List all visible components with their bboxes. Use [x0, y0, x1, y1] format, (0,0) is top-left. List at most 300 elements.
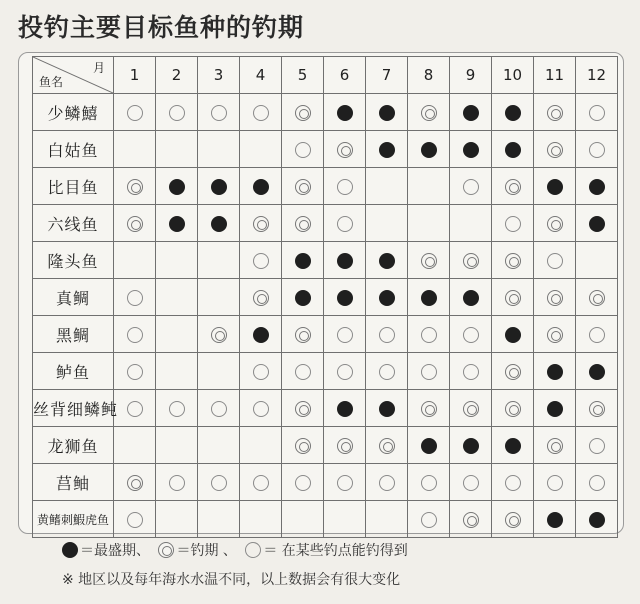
month-cell	[156, 131, 198, 168]
some-mark-icon	[169, 401, 185, 417]
month-cell	[240, 464, 282, 501]
month-cell	[534, 279, 576, 316]
season-mark-icon	[295, 179, 311, 195]
fish-name: 隆头鱼	[33, 242, 114, 279]
month-cell	[576, 94, 618, 131]
month-cell	[492, 501, 534, 538]
month-7: 7	[366, 57, 408, 94]
season-mark-icon	[127, 179, 143, 195]
month-cell	[450, 353, 492, 390]
legend-peak-label: ＝最盛期、	[80, 543, 150, 559]
month-cell	[408, 242, 450, 279]
month-cell	[576, 131, 618, 168]
month-cell	[450, 316, 492, 353]
month-cell	[198, 279, 240, 316]
peak-mark-icon	[589, 179, 605, 195]
month-cell	[156, 242, 198, 279]
header-row	[33, 57, 618, 94]
month-cell	[450, 131, 492, 168]
month-cell	[198, 242, 240, 279]
peak-mark-icon	[169, 216, 185, 232]
month-cell	[492, 279, 534, 316]
fish-name: 六线鱼	[33, 205, 114, 242]
some-mark-icon	[589, 105, 605, 121]
month-9: 9	[450, 57, 492, 94]
some-mark-icon	[505, 475, 521, 491]
month-cell	[114, 427, 156, 464]
some-mark-icon	[421, 364, 437, 380]
peak-mark-icon	[505, 142, 521, 158]
fish-name: 比目鱼	[33, 168, 114, 205]
month-cell	[240, 131, 282, 168]
season-mark-icon	[547, 438, 563, 454]
month-cell	[492, 94, 534, 131]
peak-mark-icon	[337, 105, 353, 121]
peak-mark-icon	[211, 179, 227, 195]
month-cell	[576, 501, 618, 538]
fish-name: 真鲷	[33, 279, 114, 316]
fish-name: 少鳞鱚	[33, 94, 114, 131]
season-mark-icon	[379, 438, 395, 454]
month-cell	[282, 464, 324, 501]
month-cell	[282, 353, 324, 390]
month-cell	[450, 501, 492, 538]
month-cell	[576, 316, 618, 353]
month-cell	[114, 279, 156, 316]
month-cell	[534, 353, 576, 390]
month-cell	[198, 390, 240, 427]
season-mark-icon	[463, 253, 479, 269]
month-cell	[240, 94, 282, 131]
peak-mark-icon	[505, 438, 521, 454]
month-cell	[324, 353, 366, 390]
season-mark-icon	[295, 401, 311, 417]
month-cell	[492, 131, 534, 168]
month-cell	[156, 427, 198, 464]
peak-mark-icon	[589, 216, 605, 232]
some-mark-icon	[547, 475, 563, 491]
month-12: 12	[576, 57, 618, 94]
some-mark-icon	[127, 290, 143, 306]
peak-mark-icon	[379, 290, 395, 306]
month-cell	[450, 168, 492, 205]
month-cell	[282, 94, 324, 131]
month-cell	[366, 464, 408, 501]
month-2: 2	[156, 57, 198, 94]
peak-mark-icon	[169, 179, 185, 195]
month-cell	[198, 316, 240, 353]
season-mark-icon	[337, 142, 353, 158]
fish-name: 龙狮鱼	[33, 427, 114, 464]
season-mark-icon	[589, 290, 605, 306]
month-cell	[156, 464, 198, 501]
legend-season	[158, 540, 236, 560]
month-cell	[492, 390, 534, 427]
month-cell	[408, 279, 450, 316]
month-cell	[492, 427, 534, 464]
month-cell	[156, 205, 198, 242]
season-mark-icon	[505, 290, 521, 306]
some-mark-icon	[337, 216, 353, 232]
footnote: ※ 地区以及每年海水水温不同，以上数据会有很大变化	[62, 572, 401, 588]
season-mark-icon	[295, 216, 311, 232]
month-cell	[198, 94, 240, 131]
month-10: 10	[492, 57, 534, 94]
season-mark-icon	[127, 475, 143, 491]
fish-name: 丝背细鳞鲀	[33, 390, 114, 427]
peak-mark-icon	[379, 253, 395, 269]
some-mark-icon	[211, 475, 227, 491]
month-cell	[408, 131, 450, 168]
month-cell	[324, 390, 366, 427]
month-cell	[366, 501, 408, 538]
month-cell	[576, 242, 618, 279]
month-cell	[324, 94, 366, 131]
month-cell	[534, 205, 576, 242]
month-cell	[534, 390, 576, 427]
month-cell	[576, 279, 618, 316]
season-mark-icon	[547, 327, 563, 343]
some-mark-icon	[253, 364, 269, 380]
month-cell	[408, 390, 450, 427]
some-mark-icon	[379, 364, 395, 380]
month-cell	[240, 316, 282, 353]
month-cell	[282, 279, 324, 316]
season-mark-icon	[253, 290, 269, 306]
some-mark-icon	[421, 512, 437, 528]
some-mark-icon	[169, 105, 185, 121]
month-cell	[156, 168, 198, 205]
some-mark-icon	[169, 475, 185, 491]
table-row	[33, 131, 618, 168]
season-mark-icon	[421, 105, 437, 121]
month-cell	[240, 353, 282, 390]
table-row	[33, 501, 618, 538]
month-cell	[492, 464, 534, 501]
season-mark-icon	[421, 401, 437, 417]
month-cell	[576, 390, 618, 427]
month-cell	[282, 242, 324, 279]
month-cell	[198, 131, 240, 168]
some-mark-icon	[253, 253, 269, 269]
peak-mark-icon	[547, 401, 563, 417]
month-cell	[324, 205, 366, 242]
some-mark-icon	[463, 475, 479, 491]
some-mark-icon	[253, 401, 269, 417]
some-mark-icon	[505, 216, 521, 232]
legend-peak	[62, 540, 150, 560]
fish-name: 莒鲉	[33, 464, 114, 501]
month-cell	[324, 131, 366, 168]
month-cell	[576, 353, 618, 390]
peak-mark-icon	[379, 401, 395, 417]
some-mark-icon	[547, 253, 563, 269]
peak-mark-icon	[463, 438, 479, 454]
month-cell	[282, 205, 324, 242]
season-mark-icon	[463, 512, 479, 528]
month-cell	[408, 464, 450, 501]
table-row	[33, 353, 618, 390]
table-row	[33, 279, 618, 316]
peak-mark-icon	[589, 512, 605, 528]
peak-mark-icon	[463, 290, 479, 306]
fish-name: 黑鲷	[33, 316, 114, 353]
month-cell	[282, 316, 324, 353]
peak-mark-icon	[337, 290, 353, 306]
some-mark-icon	[589, 142, 605, 158]
table-row	[33, 168, 618, 205]
table-body	[33, 94, 618, 538]
month-cell	[366, 94, 408, 131]
season-mark-icon	[421, 253, 437, 269]
some-mark-icon	[127, 327, 143, 343]
peak-mark-icon	[253, 179, 269, 195]
month-cell	[114, 131, 156, 168]
some-mark-icon	[463, 364, 479, 380]
legend-some	[245, 540, 407, 560]
some-mark-icon	[337, 179, 353, 195]
month-cell	[492, 205, 534, 242]
month-cell	[198, 168, 240, 205]
month-4: 4	[240, 57, 282, 94]
season-mark-icon	[547, 216, 563, 232]
month-cell	[366, 316, 408, 353]
month-cell	[492, 242, 534, 279]
month-cell	[114, 242, 156, 279]
month-cell	[156, 316, 198, 353]
month-8: 8	[408, 57, 450, 94]
season-mark-icon	[589, 401, 605, 417]
month-cell	[198, 427, 240, 464]
some-mark-icon	[337, 475, 353, 491]
peak-mark-icon	[547, 179, 563, 195]
page-title: 投钓主要目标鱼种的钓期	[18, 13, 305, 42]
month-cell	[534, 131, 576, 168]
month-cell	[240, 501, 282, 538]
season-mark-icon	[505, 179, 521, 195]
month-3: 3	[198, 57, 240, 94]
month-cell	[450, 427, 492, 464]
some-mark-icon	[253, 105, 269, 121]
month-cell	[114, 316, 156, 353]
month-cell	[576, 464, 618, 501]
table-row	[33, 94, 618, 131]
month-cell	[324, 464, 366, 501]
season-mark-icon	[505, 401, 521, 417]
month-cell	[408, 205, 450, 242]
month-6: 6	[324, 57, 366, 94]
month-cell	[282, 168, 324, 205]
month-cell	[324, 279, 366, 316]
month-cell	[282, 131, 324, 168]
peak-mark-icon	[337, 253, 353, 269]
some-mark-icon	[589, 475, 605, 491]
some-mark-icon	[379, 327, 395, 343]
peak-mark-icon	[505, 105, 521, 121]
month-cell	[114, 353, 156, 390]
month-cell	[534, 94, 576, 131]
peak-mark-icon	[379, 105, 395, 121]
legend	[62, 540, 412, 562]
some-mark-icon	[295, 475, 311, 491]
month-cell	[534, 501, 576, 538]
month-11: 11	[534, 57, 576, 94]
month-cell	[198, 353, 240, 390]
month-cell	[534, 168, 576, 205]
month-cell	[450, 205, 492, 242]
month-cell	[492, 353, 534, 390]
peak-mark-icon	[337, 401, 353, 417]
month-cell	[240, 242, 282, 279]
season-mark-icon	[505, 512, 521, 528]
month-cell	[408, 168, 450, 205]
fish-name: 鲈鱼	[33, 353, 114, 390]
peak-mark-icon	[505, 327, 521, 343]
month-cell	[324, 501, 366, 538]
some-mark-icon	[337, 364, 353, 380]
month-cell	[450, 242, 492, 279]
fishing-season-table	[32, 56, 618, 538]
table-row	[33, 205, 618, 242]
month-cell	[114, 168, 156, 205]
month-cell	[156, 279, 198, 316]
peak-mark-icon	[253, 327, 269, 343]
month-cell	[324, 242, 366, 279]
month-cell	[534, 464, 576, 501]
some-mark-icon	[463, 327, 479, 343]
fish-name: 黄鳍刺鰕虎鱼	[33, 501, 114, 538]
month-cell	[366, 205, 408, 242]
month-cell	[408, 501, 450, 538]
season-mark-icon	[463, 401, 479, 417]
month-cell	[366, 168, 408, 205]
month-cell	[114, 390, 156, 427]
peak-mark-icon	[211, 216, 227, 232]
month-cell	[450, 94, 492, 131]
month-cell	[366, 242, 408, 279]
season-mark-icon	[127, 216, 143, 232]
fish-name-header: 鱼名	[39, 75, 64, 89]
peak-mark-icon	[295, 290, 311, 306]
some-mark-icon	[589, 438, 605, 454]
season-mark-icon	[505, 253, 521, 269]
season-mark-icon	[505, 364, 521, 380]
season-mark-icon	[295, 438, 311, 454]
some-mark-icon	[127, 105, 143, 121]
month-cell	[114, 94, 156, 131]
month-cell	[240, 279, 282, 316]
month-cell	[534, 316, 576, 353]
table-row	[33, 316, 618, 353]
season-mark-icon	[337, 438, 353, 454]
some-mark-icon	[337, 327, 353, 343]
some-mark-icon	[127, 512, 143, 528]
season-mark-icon	[211, 327, 227, 343]
some-mark-icon	[245, 542, 261, 558]
month-cell	[450, 279, 492, 316]
peak-mark-icon	[379, 142, 395, 158]
month-cell	[198, 501, 240, 538]
month-cell	[366, 390, 408, 427]
season-mark-icon	[547, 142, 563, 158]
month-cell	[534, 242, 576, 279]
month-cell	[366, 427, 408, 464]
month-cell	[114, 464, 156, 501]
some-mark-icon	[295, 364, 311, 380]
peak-mark-icon	[62, 542, 78, 558]
month-cell	[324, 316, 366, 353]
corner-header	[33, 57, 114, 94]
season-mark-icon	[295, 105, 311, 121]
some-mark-icon	[211, 105, 227, 121]
peak-mark-icon	[295, 253, 311, 269]
month-cell	[534, 427, 576, 464]
month-cell	[114, 501, 156, 538]
month-cell	[492, 316, 534, 353]
some-mark-icon	[211, 401, 227, 417]
legend-some-label: ＝ 在某些钓点能钓得到	[263, 543, 408, 559]
month-cell	[240, 427, 282, 464]
month-1: 1	[114, 57, 156, 94]
some-mark-icon	[421, 327, 437, 343]
month-cell	[450, 390, 492, 427]
month-cell	[282, 501, 324, 538]
table-row	[33, 464, 618, 501]
month-cell	[240, 205, 282, 242]
month-cell	[156, 94, 198, 131]
peak-mark-icon	[589, 364, 605, 380]
table-row	[33, 390, 618, 427]
month-header: 月	[92, 61, 105, 75]
month-cell	[408, 353, 450, 390]
season-mark-icon	[295, 327, 311, 343]
some-mark-icon	[421, 475, 437, 491]
fish-name: 白姑鱼	[33, 131, 114, 168]
month-5: 5	[282, 57, 324, 94]
table-row	[33, 242, 618, 279]
some-mark-icon	[127, 364, 143, 380]
month-cell	[114, 205, 156, 242]
peak-mark-icon	[421, 142, 437, 158]
month-cell	[576, 427, 618, 464]
peak-mark-icon	[421, 290, 437, 306]
some-mark-icon	[379, 475, 395, 491]
peak-mark-icon	[547, 512, 563, 528]
month-cell	[240, 168, 282, 205]
some-mark-icon	[253, 475, 269, 491]
peak-mark-icon	[463, 105, 479, 121]
month-cell	[366, 131, 408, 168]
month-cell	[240, 390, 282, 427]
month-cell	[576, 168, 618, 205]
month-cell	[408, 316, 450, 353]
month-cell	[324, 168, 366, 205]
peak-mark-icon	[547, 364, 563, 380]
table-row	[33, 427, 618, 464]
season-mark-icon	[158, 542, 174, 558]
season-mark-icon	[547, 105, 563, 121]
month-cell	[156, 353, 198, 390]
month-cell	[450, 464, 492, 501]
month-cell	[366, 353, 408, 390]
some-mark-icon	[463, 179, 479, 195]
month-cell	[366, 279, 408, 316]
month-cell	[408, 427, 450, 464]
month-cell	[576, 205, 618, 242]
season-mark-icon	[547, 290, 563, 306]
peak-mark-icon	[421, 438, 437, 454]
month-cell	[156, 390, 198, 427]
